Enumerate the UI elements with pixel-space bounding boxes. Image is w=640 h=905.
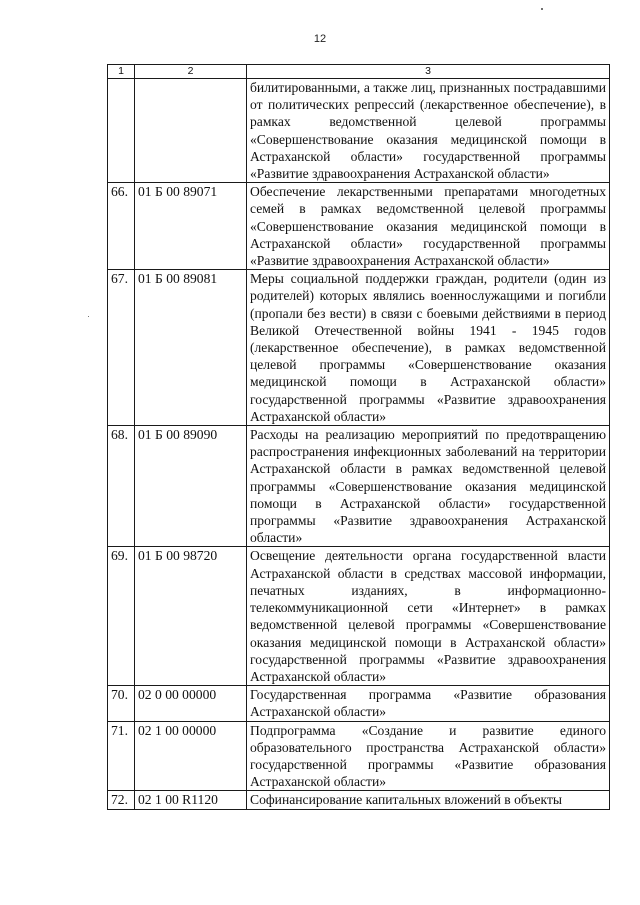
row-number: 72. <box>108 791 135 809</box>
column-header-code: 2 <box>135 65 247 79</box>
table-row <box>108 686 610 721</box>
row-description: Государственная программа «Развитие образования Астраханской области» <box>247 686 610 721</box>
table-row <box>108 791 610 809</box>
page-number: 12 <box>313 33 327 45</box>
table-row <box>108 183 610 270</box>
table-header-row <box>108 65 610 79</box>
row-number: 70. <box>108 686 135 721</box>
row-description: Софинансирование капитальных вложений в объекты <box>247 791 610 809</box>
row-description: Меры социальной поддержки граждан, родители (один из родителей) которых являлись военнослужащими и погибли (пропали без вести) в связи с боевыми действиями в период Великой Отечественной войны 1941 - 1945 годов (лекарственное обеспечение), в рамках ведомственной целевой программы «Совершенствование оказания медицинской помощи в Астраханской области» государственной программы «Развитие здравоохранения Астраханской области» <box>247 270 610 426</box>
column-header-description: 3 <box>247 65 610 79</box>
budget-classification-table <box>107 64 610 810</box>
row-description: Освещение деятельности органа государственной власти Астраханской области в средствах массовой информации, печатных изданиях, в информационно-телекоммуникационной сети «Интернет» в рамках ведомственной целевой программы «Совершенствование оказания медицинской помощи в Астраханской области» государственной программы «Развитие здравоохранения Астраханской области» <box>247 547 610 686</box>
row-number: 71. <box>108 721 135 791</box>
table-row <box>108 270 610 426</box>
row-number: 66. <box>108 183 135 270</box>
table-row <box>108 547 610 686</box>
row-code: 01 Б 00 89071 <box>135 183 247 270</box>
row-description: Обеспечение лекарственными препаратами многодетных семей в рамках ведомственной целевой программы «Совершенствование оказания медицинской помощи в Астраханской области» государственной программы «Развитие здравоохранения Астраханской области» <box>247 183 610 270</box>
table-row <box>108 79 610 183</box>
row-code <box>135 79 247 183</box>
row-number: 67. <box>108 270 135 426</box>
row-code: 01 Б 00 89081 <box>135 270 247 426</box>
table-row <box>108 721 610 791</box>
row-description: Подпрограмма «Создание и развитие единого образовательного пространства Астраханской области» государственной программы «Развитие образования Астраханской области» <box>247 721 610 791</box>
row-code: 01 Б 00 89090 <box>135 426 247 547</box>
row-description: билитированными, а также лиц, признанных пострадавшими от политических репрессий (лекарственное обеспечение), в рамках ведомственной целевой программы «Совершенствование оказания медицинской помощи в Астраханской области» государственной программы «Развитие здравоохранения Астраханской области» <box>247 79 610 183</box>
scan-speck <box>541 8 543 10</box>
row-number: 69. <box>108 547 135 686</box>
row-number: 68. <box>108 426 135 547</box>
row-description: Расходы на реализацию мероприятий по предотвращению распространения инфекционных заболеваний на территории Астраханской области в рамках ведомственной целевой программы «Совершенствование оказания медицинской помощи в Астраханской области» государственной программы «Развитие здравоохранения Астраханской области» <box>247 426 610 547</box>
column-header-number: 1 <box>108 65 135 79</box>
table-row <box>108 426 610 547</box>
row-code: 02 0 00 00000 <box>135 686 247 721</box>
row-code: 01 Б 00 98720 <box>135 547 247 686</box>
row-code: 02 1 00 R1120 <box>135 791 247 809</box>
row-code: 02 1 00 00000 <box>135 721 247 791</box>
row-number <box>108 79 135 183</box>
scan-speck <box>88 316 89 317</box>
